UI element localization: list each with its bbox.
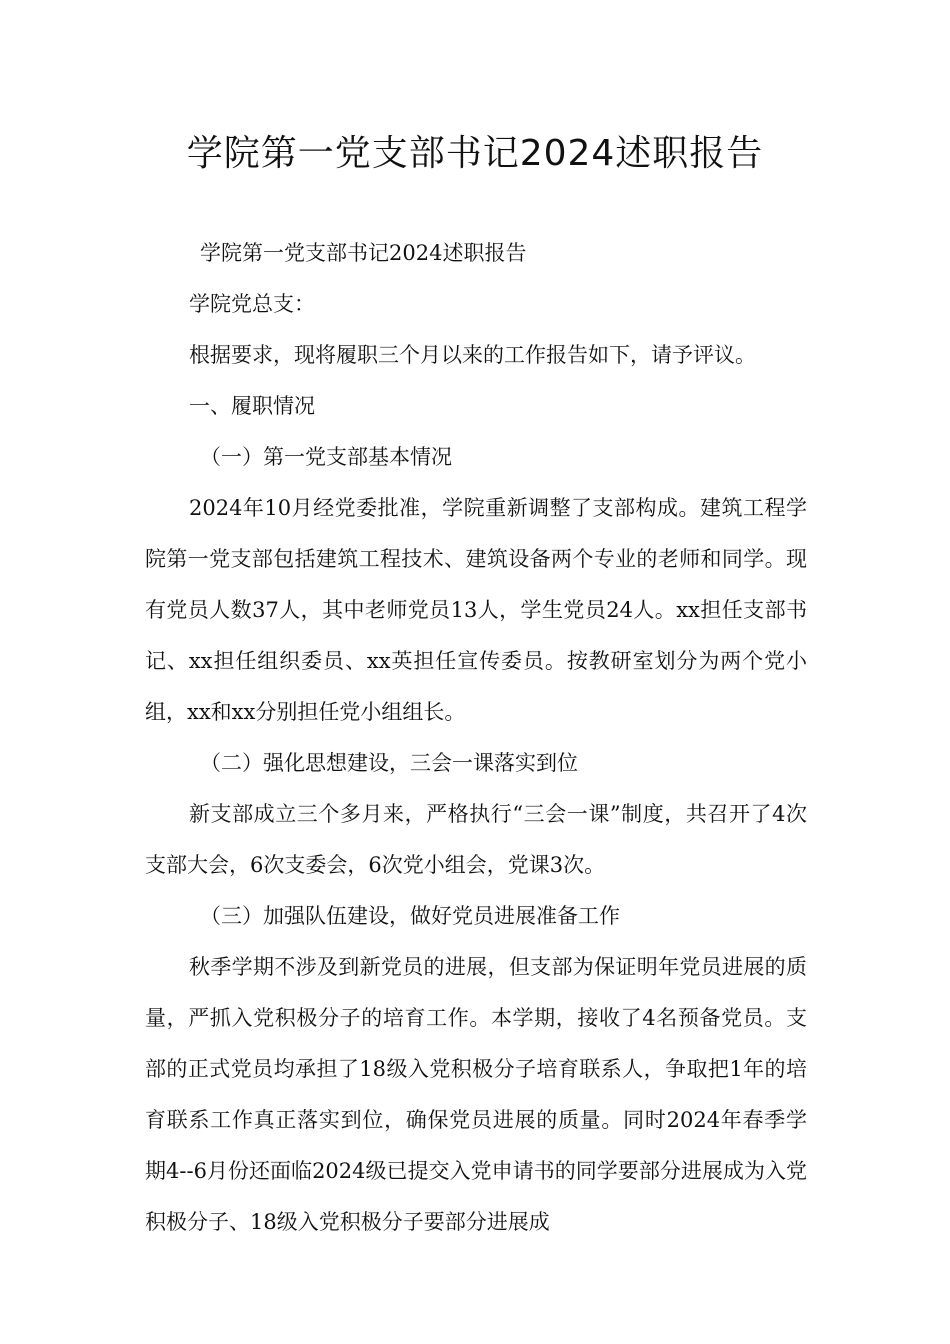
subsection-heading-3: （三）加强队伍建设，做好党员进展准备工作	[200, 904, 620, 928]
paragraph-team-building: 秋季学期不涉及到新党员的进展，但支部为保证明年党员进展的质量，严抓入党积极分子的培育工作。本学期，接收了4名预备党员。支部的正式党员均承担了18级入党积极分子培育联系人，争取把1年的培育联系工作真正落实到位，确保党员进展的质量。同时2024年春季学期4--6月份还面临2024级已提交入党申请书的同学要部分进展成为入党积极分子、18级入党积极分子要部分进展成	[145, 955, 807, 1234]
paragraph-branch-info: 2024年10月经党委批准，学院重新调整了支部构成。建筑工程学院第一党支部包括建筑工程技术、建筑设备两个专业的老师和同学。现有党员人数37人，其中老师党员13人，学生党员24人。xx担任支部书记、xx担任组织委员、xx英担任宣传委员。按教研室划分为两个党小组，xx和xx分别担任党小组组长。	[145, 496, 807, 724]
document-body	[145, 228, 807, 1248]
document-subtitle: 学院第一党支部书记2024述职报告	[200, 241, 527, 265]
section-heading-1: 一、履职情况	[189, 394, 315, 418]
paragraph-meetings: 新支部成立三个多月来，严格执行“三会一课”制度，共召开了4次支部大会，6次支委会，6次党小组会，党课3次。	[145, 802, 807, 877]
salutation: 学院党总支：	[189, 292, 315, 316]
document-title: 学院第一党支部书记2024述职报告	[186, 133, 764, 174]
subsection-heading-2: （二）强化思想建设，三会一课落实到位	[200, 751, 578, 775]
subsection-heading-1: （一）第一党支部基本情况	[200, 445, 452, 469]
paragraph-intro: 根据要求，现将履职三个月以来的工作报告如下，请予评议。	[189, 343, 756, 367]
